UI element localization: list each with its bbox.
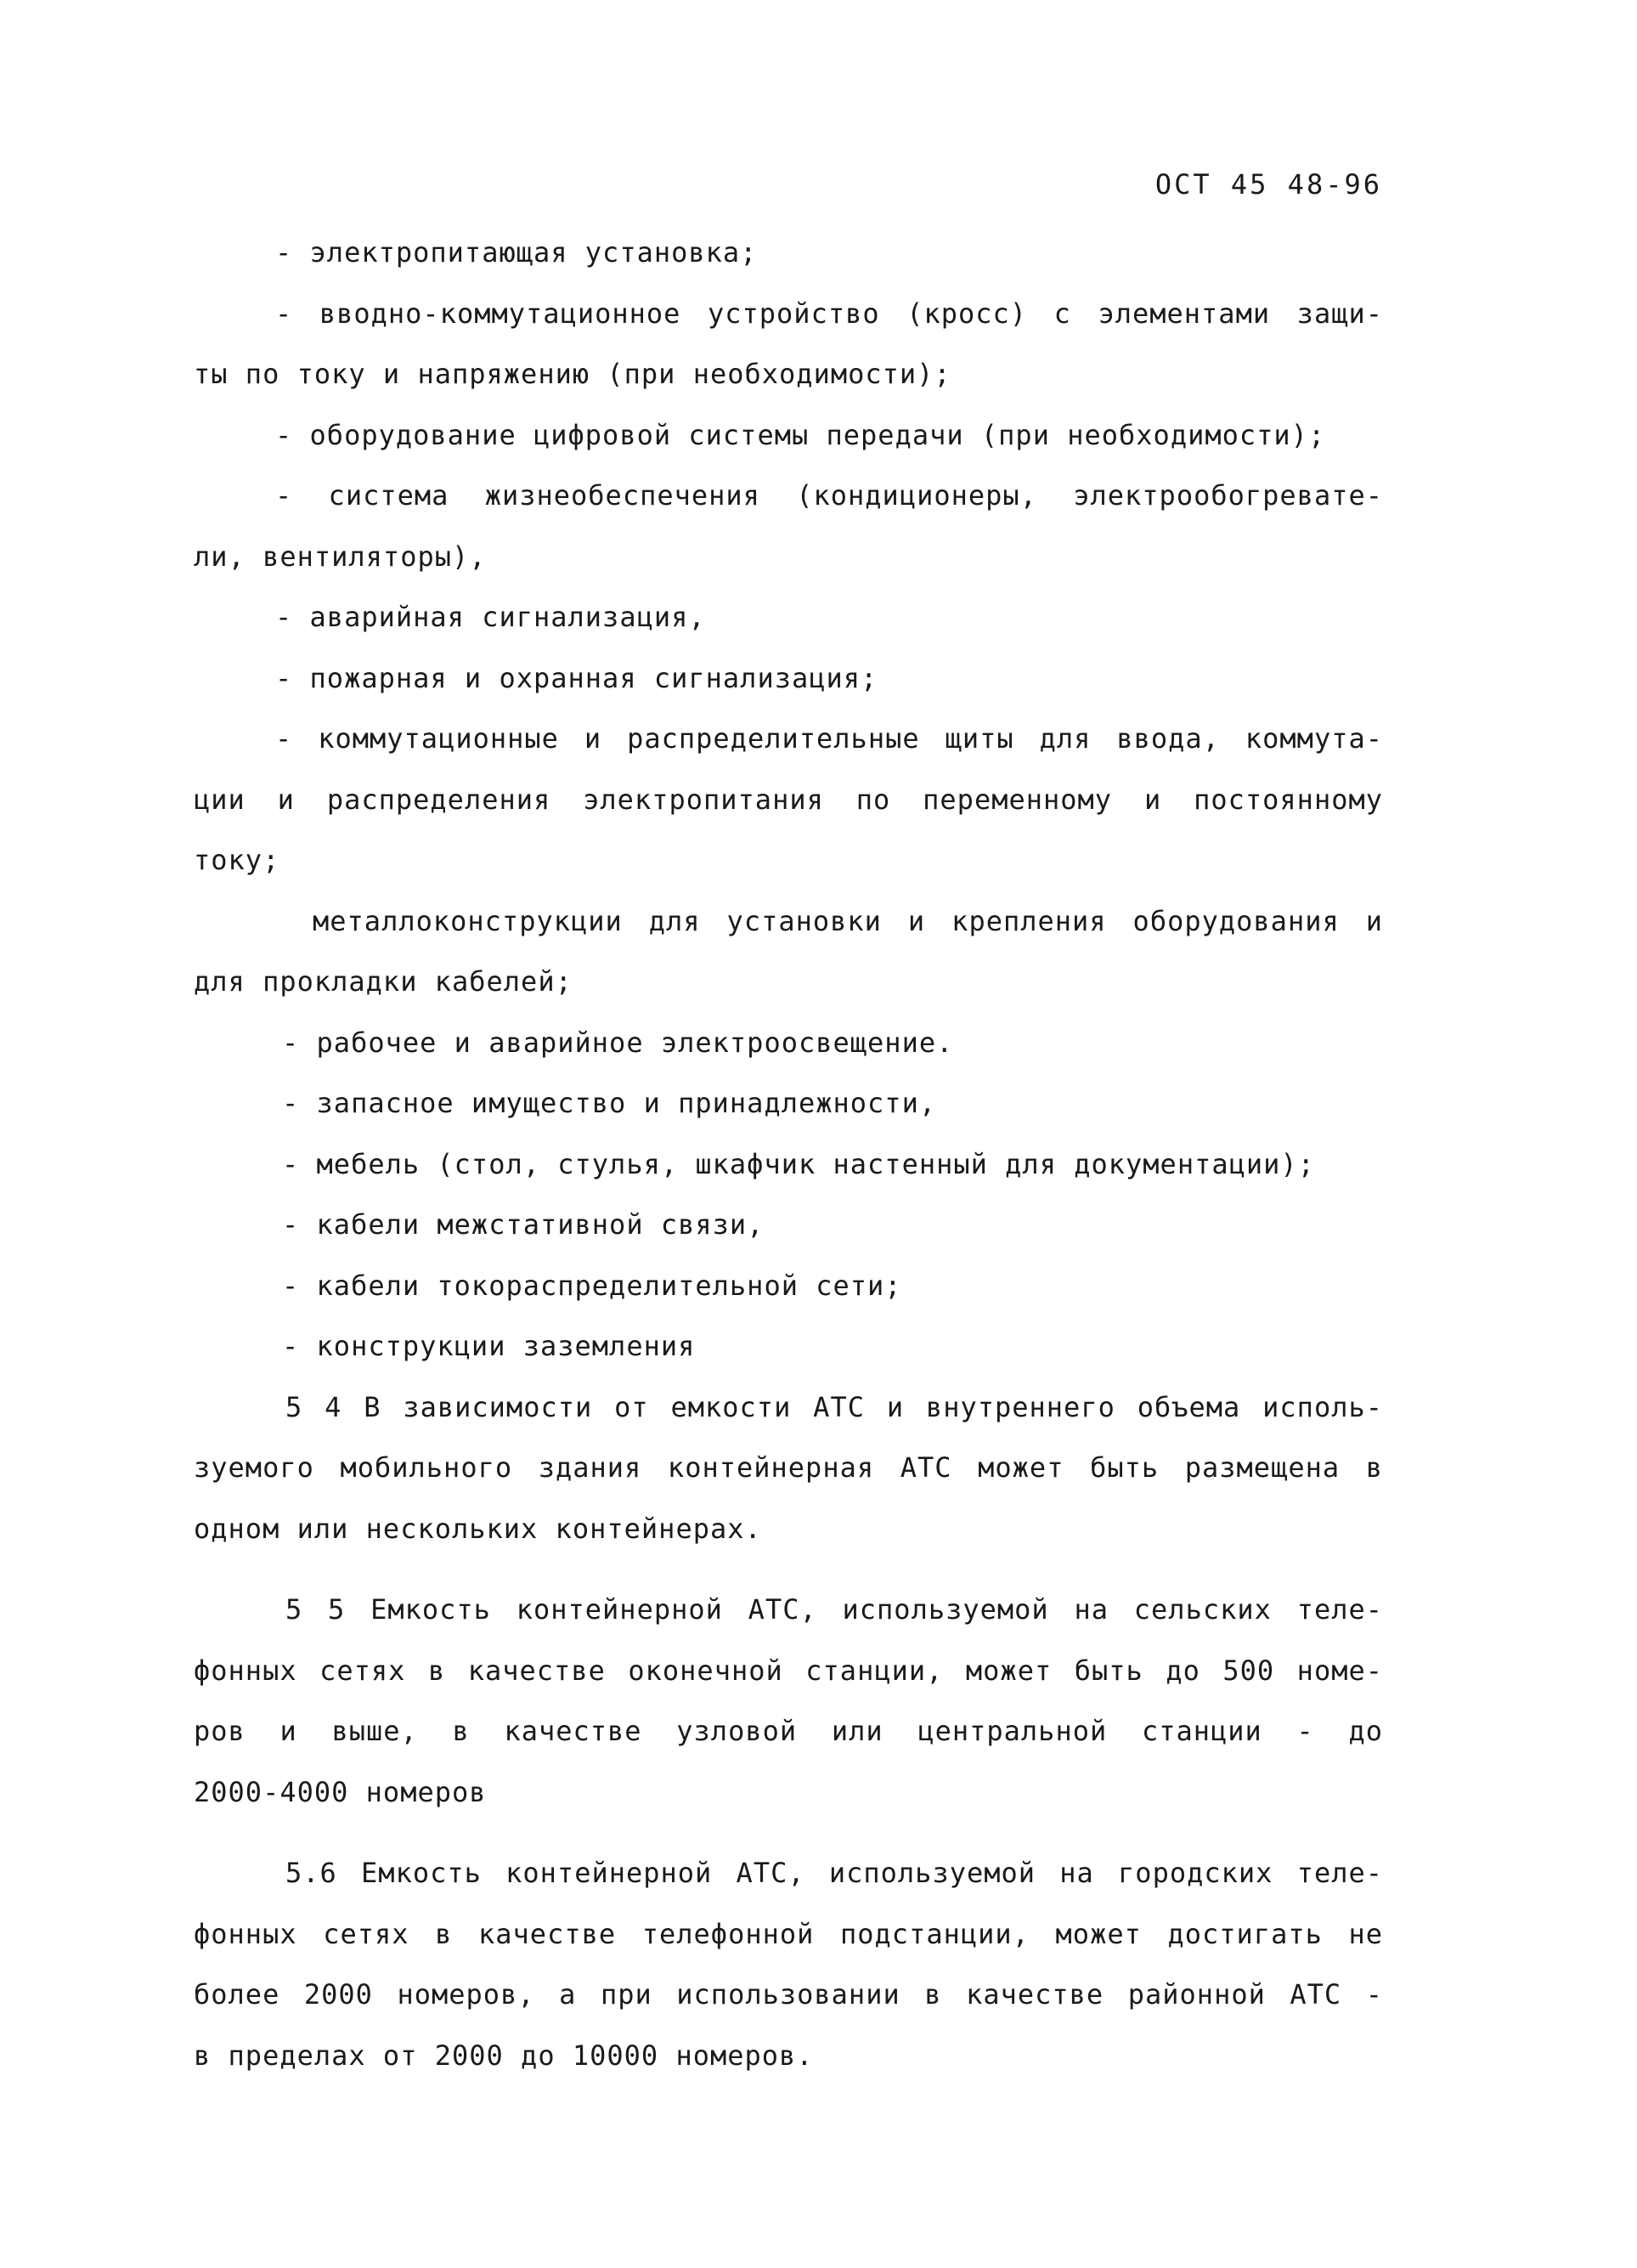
list-item: - система жизнеобеспечения (кондиционеры, электрообогревате-	[275, 479, 1383, 512]
paragraph-5-6-line: фонных сетях в качестве телефонной подстанции, может достигать не	[194, 1917, 1383, 1950]
paragraph-5-6-line: 5.6 Емкость контейнерной АТС, используемой на городских теле-	[285, 1857, 1383, 1889]
paragraph-5-6-line: более 2000 номеров, а при использовании в качестве районной АТС -	[194, 1978, 1383, 2011]
list-item-continuation: ты по току и напряжению (при необходимости);	[194, 358, 951, 390]
list-item-continuation: для прокладки кабелей;	[194, 965, 573, 998]
list-item: - запасное имущество и принадлежности,	[282, 1087, 937, 1119]
list-item: - оборудование цифровой системы передачи (при необходимости);	[275, 418, 1326, 451]
paragraph-5-6-line: в пределах от 2000 до 10000 номеров.	[194, 2039, 814, 2072]
list-item-continuation: ли, вентиляторы),	[194, 540, 487, 573]
list-item: - кабели межстативной связи,	[282, 1208, 765, 1241]
paragraph-5-4-line: зуемого мобильного здания контейнерная АТС может быть размещена в	[194, 1451, 1383, 1484]
list-item: - рабочее и аварийное электроосвещение.	[282, 1026, 954, 1059]
list-item: - электропитающая установка;	[275, 236, 758, 269]
paragraph-5-5-line: 2000-4000 номеров	[194, 1775, 487, 1808]
document-code: ОСТ 45 48-96	[1154, 168, 1382, 201]
paragraph-5-5-line: ров и выше, в качестве узловой или центральной станции - до	[194, 1715, 1383, 1747]
list-item: металлоконструкции для установки и крепления оборудования и	[313, 904, 1383, 937]
paragraph-5-5-line: 5 5 Емкость контейнерной АТС, используемой на сельских теле-	[285, 1593, 1383, 1626]
paragraph-5-5-line: фонных сетях в качестве оконечной станции, может быть до 500 номе-	[194, 1654, 1383, 1687]
list-item: - аварийная сигнализация,	[275, 601, 706, 633]
list-item: - конструкции заземления	[282, 1330, 696, 1362]
list-item: - мебель (стол, стулья, шкафчик настенный для документации);	[282, 1147, 1315, 1180]
paragraph-5-4-line: одном или нескольких контейнерах.	[194, 1512, 762, 1545]
list-item-continuation: ции и распределения электропитания по переменному и постоянному	[194, 783, 1383, 816]
document-body	[194, 223, 1383, 2086]
list-item-continuation: току;	[194, 844, 280, 876]
paragraph-5-4-line: 5 4 В зависимости от емкости АТС и внутреннего объема исполь-	[285, 1390, 1383, 1423]
list-item: - пожарная и охранная сигнализация;	[275, 661, 878, 694]
list-item: - кабели токораспределительной сети;	[282, 1269, 902, 1302]
list-item: - коммутационные и распределительные щиты для ввода, коммута-	[275, 722, 1383, 755]
list-item: - вводно-коммутационное устройство (кросс) с элементами защи-	[275, 297, 1383, 330]
